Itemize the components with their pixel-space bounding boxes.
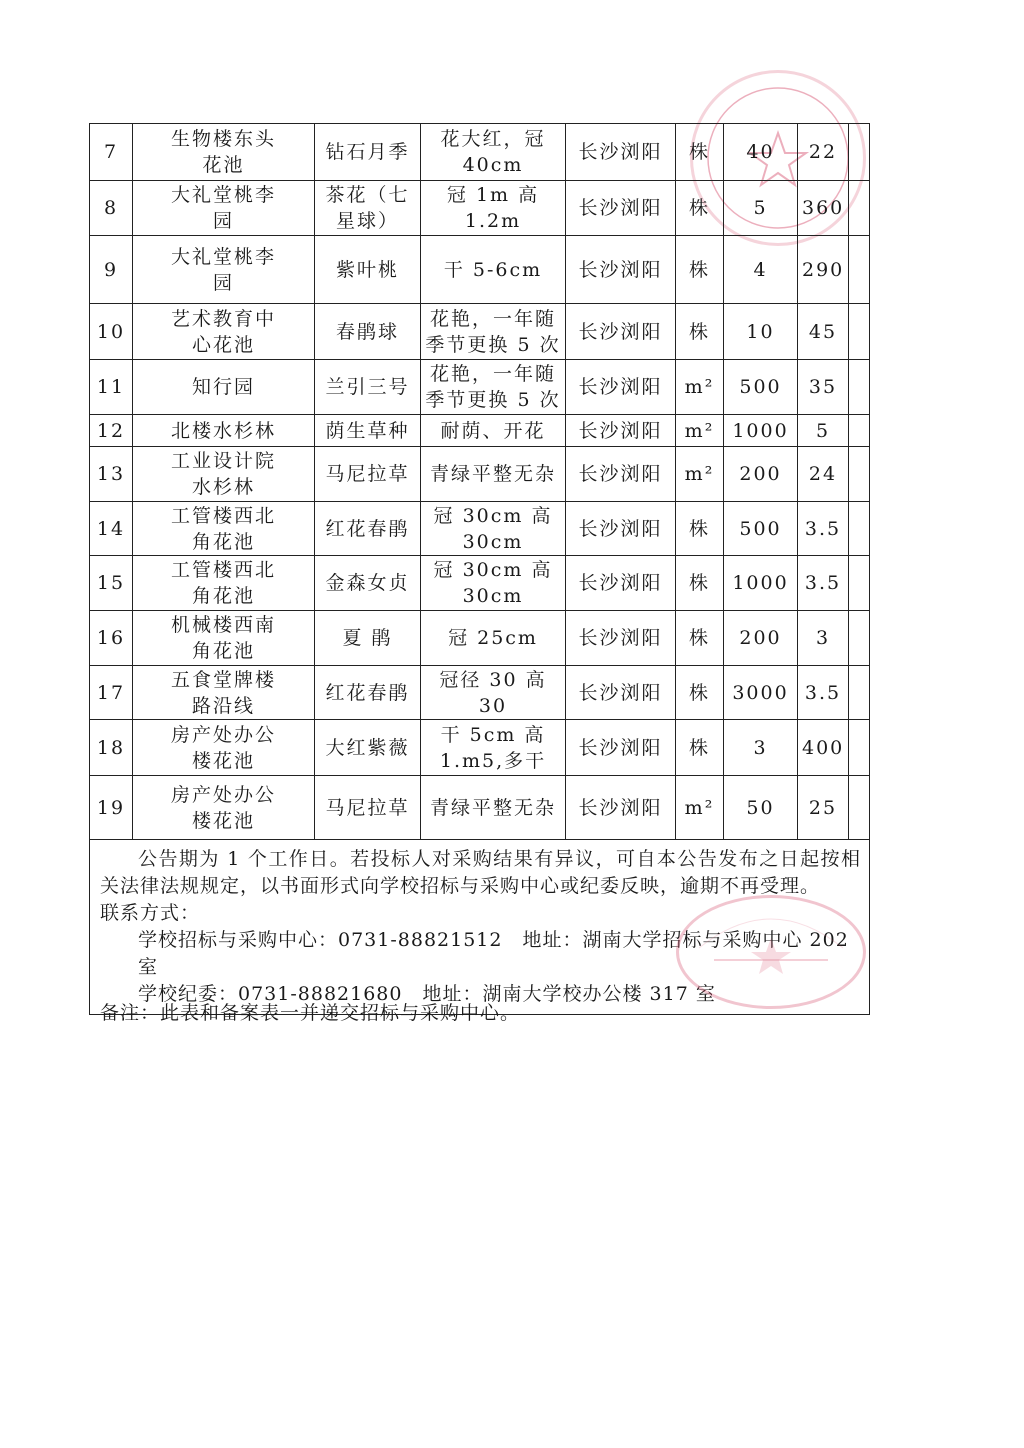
spec-cell [421, 611, 566, 666]
location-cell-line: 楼花池 [191, 749, 255, 772]
location-cell-line: 房产处办公 [170, 723, 276, 746]
spec-cell-line: 30cm [462, 530, 524, 553]
unit-cell: m² [676, 415, 724, 447]
origin-cell: 长沙浏阳 [566, 447, 676, 502]
spec-cell-line: 季节更换 5 次 [425, 333, 561, 356]
location-cell-line: 工业设计院 [170, 450, 276, 472]
origin-cell: 长沙浏阳 [566, 611, 676, 666]
spec-cell [421, 556, 566, 611]
row-number: 8 [90, 181, 133, 236]
unit-cell: m² [676, 447, 724, 502]
plant-name-cell [315, 556, 421, 611]
remark-blank-cell [849, 666, 870, 720]
spec-cell [421, 415, 566, 447]
spec-cell-line: 冠 30cm 高 [433, 504, 553, 527]
location-cell-line: 楼花池 [191, 809, 255, 832]
remark-blank-cell [849, 556, 870, 611]
spec-cell-line: 1.m5,多干 [439, 749, 547, 772]
plant-name-cell [315, 236, 421, 304]
unit-cell: 株 [676, 556, 724, 611]
location-cell-line: 角花池 [191, 640, 255, 662]
quantity-cell: 1000 [724, 415, 798, 447]
spec-cell-line: 30cm [462, 585, 524, 607]
unit-price-cell: 25 [798, 776, 849, 840]
unit-price-cell: 3.5 [798, 556, 849, 611]
contact-discipline-committee: 学校纪委：0731-88821680 地址：湖南大学校办公楼 317 室 [138, 983, 716, 1005]
spec-cell-line: 干 5cm 高 [440, 723, 546, 746]
spec-cell-line: 花艳，一年随 [429, 307, 556, 330]
location-cell [133, 360, 315, 415]
location-cell [133, 304, 315, 360]
location-cell-line: 角花池 [191, 530, 255, 553]
location-cell [133, 720, 315, 776]
spec-cell-line: 季节更换 5 次 [425, 389, 561, 411]
row-number: 15 [90, 556, 133, 611]
contact-heading: 联系方式： [100, 902, 201, 924]
row-number: 14 [90, 502, 133, 556]
spec-cell-line: 花大红，冠 [440, 128, 546, 150]
location-cell-line: 工管楼西北 [170, 504, 276, 527]
plant-procurement-table [89, 123, 870, 1015]
unit-cell: 株 [676, 124, 724, 181]
quantity-cell: 5 [724, 181, 798, 236]
plant-name-cell [315, 447, 421, 502]
plant-name-cell-line: 茶花（七 [325, 184, 410, 206]
plant-name-cell-line: 春鹃球 [335, 320, 399, 343]
plant-name-cell [315, 502, 421, 556]
table-row [90, 181, 870, 236]
row-number: 13 [90, 447, 133, 502]
location-cell-line: 房产处办公 [170, 783, 276, 806]
table-row [90, 556, 870, 611]
origin-cell: 长沙浏阳 [566, 776, 676, 840]
location-cell [133, 236, 315, 304]
row-number: 11 [90, 360, 133, 415]
spec-cell [421, 360, 566, 415]
location-cell-line: 北楼水杉林 [170, 419, 276, 442]
spec-cell [421, 304, 566, 360]
plant-name-cell-line: 红花春鹃 [325, 517, 410, 540]
quantity-cell: 500 [724, 360, 798, 415]
origin-cell: 长沙浏阳 [566, 181, 676, 236]
origin-cell: 长沙浏阳 [566, 415, 676, 447]
unit-cell: m² [676, 360, 724, 415]
spec-cell [421, 447, 566, 502]
remark-blank-cell [849, 502, 870, 556]
spec-cell-line: 耐荫、开花 [440, 419, 546, 442]
unit-price-cell: 24 [798, 447, 849, 502]
location-cell [133, 447, 315, 502]
unit-cell: 株 [676, 181, 724, 236]
location-cell-line: 工管楼西北 [170, 559, 276, 581]
plant-name-cell [315, 666, 421, 720]
remark-blank-cell [849, 304, 870, 360]
unit-cell: 株 [676, 502, 724, 556]
unit-cell: m² [676, 776, 724, 840]
plant-name-cell [315, 304, 421, 360]
remark-note: 备注：此表和备案表一并递交招标与采购中心。 [100, 1002, 521, 1024]
spec-cell-line: 花艳，一年随 [429, 363, 556, 385]
location-cell-line: 大礼堂桃李 [170, 184, 276, 206]
origin-cell: 长沙浏阳 [566, 502, 676, 556]
origin-cell: 长沙浏阳 [566, 124, 676, 181]
location-cell [133, 415, 315, 447]
location-cell-line: 生物楼东头 [170, 128, 276, 150]
row-number: 7 [90, 124, 133, 181]
plant-name-cell [315, 776, 421, 840]
plant-name-cell [315, 360, 421, 415]
location-cell-line: 路沿线 [191, 694, 255, 717]
remark-blank-cell [849, 124, 870, 181]
row-number: 9 [90, 236, 133, 304]
quantity-cell: 40 [724, 124, 798, 181]
notice-paragraph: 公告期为 1 个工作日。若投标人对采购结果有异议，可自本公告发布之日起按相关法律法规规定，以书面形式向学校招标与采购中心或纪委反映，逾期不再受理。 [100, 848, 861, 897]
quantity-cell: 3 [724, 720, 798, 776]
location-cell-line: 艺术教育中 [170, 307, 276, 330]
unit-price-cell: 290 [798, 236, 849, 304]
spec-cell-line: 冠 30cm 高 [433, 559, 553, 581]
unit-price-cell: 360 [798, 181, 849, 236]
spec-cell-line: 冠径 30 高 30 [439, 668, 547, 717]
spec-cell-line: 干 5-6cm [443, 258, 543, 281]
spec-cell [421, 124, 566, 181]
location-cell-line: 角花池 [191, 585, 255, 607]
table-row [90, 720, 870, 776]
unit-price-cell: 35 [798, 360, 849, 415]
unit-price-cell: 22 [798, 124, 849, 181]
unit-cell: 株 [676, 720, 724, 776]
table-row [90, 236, 870, 304]
remark-blank-cell [849, 611, 870, 666]
notice-cell [90, 840, 870, 1015]
spec-cell-line: 40cm [462, 154, 524, 176]
plant-name-cell-line: 夏 鹃 [342, 627, 393, 649]
origin-cell: 长沙浏阳 [566, 720, 676, 776]
table-row [90, 304, 870, 360]
spec-cell [421, 666, 566, 720]
location-cell-line: 花池 [202, 154, 245, 176]
unit-cell: 株 [676, 236, 724, 304]
plant-name-cell [315, 181, 421, 236]
origin-cell: 长沙浏阳 [566, 236, 676, 304]
spec-cell-line: 青绿平整无杂 [429, 463, 556, 485]
quantity-cell: 50 [724, 776, 798, 840]
plant-name-cell [315, 124, 421, 181]
spec-cell [421, 502, 566, 556]
row-number: 17 [90, 666, 133, 720]
location-cell-line: 知行园 [191, 376, 255, 398]
spec-cell [421, 181, 566, 236]
plant-name-cell [315, 720, 421, 776]
plant-name-cell [315, 611, 421, 666]
row-number: 16 [90, 611, 133, 666]
table-row [90, 776, 870, 840]
unit-cell: 株 [676, 611, 724, 666]
table-row [90, 611, 870, 666]
location-cell-line: 水杉林 [191, 476, 255, 498]
quantity-cell: 200 [724, 611, 798, 666]
table-row [90, 447, 870, 502]
unit-price-cell: 400 [798, 720, 849, 776]
plant-name-cell-line: 马尼拉草 [325, 796, 410, 819]
remark-blank-cell [849, 236, 870, 304]
spec-cell-line: 冠 25cm [448, 627, 538, 649]
plant-name-cell-line: 钻石月季 [325, 141, 410, 163]
table-body [90, 124, 870, 840]
spec-cell [421, 720, 566, 776]
row-number: 10 [90, 304, 133, 360]
location-cell-line: 心花池 [191, 333, 255, 356]
unit-price-cell: 45 [798, 304, 849, 360]
origin-cell: 长沙浏阳 [566, 360, 676, 415]
quantity-cell: 1000 [724, 556, 798, 611]
origin-cell: 长沙浏阳 [566, 304, 676, 360]
plant-name-cell-line: 大红紫薇 [325, 736, 410, 759]
plant-name-cell-line: 金森女贞 [325, 572, 410, 594]
location-cell-line: 园 [212, 210, 234, 232]
plant-name-cell-line: 荫生草种 [325, 419, 410, 442]
unit-price-cell: 3.5 [798, 666, 849, 720]
remark-blank-cell [849, 415, 870, 447]
plant-name-cell-line: 红花春鹃 [325, 681, 410, 704]
unit-cell: 株 [676, 304, 724, 360]
remark-blank-cell [849, 360, 870, 415]
plant-name-cell [315, 415, 421, 447]
location-cell-line: 园 [212, 271, 234, 294]
location-cell [133, 556, 315, 611]
remark-blank-cell [849, 720, 870, 776]
origin-cell: 长沙浏阳 [566, 666, 676, 720]
remark-blank-cell [849, 447, 870, 502]
table-row [90, 360, 870, 415]
plant-name-cell-line: 马尼拉草 [325, 463, 410, 485]
location-cell [133, 611, 315, 666]
plant-name-cell-line: 星球） [335, 210, 399, 232]
unit-cell: 株 [676, 666, 724, 720]
spec-cell [421, 776, 566, 840]
unit-price-cell: 3.5 [798, 502, 849, 556]
table-row [90, 666, 870, 720]
location-cell [133, 776, 315, 840]
plant-name-cell-line: 兰引三号 [325, 376, 410, 398]
table-row [90, 415, 870, 447]
plant-name-cell-line: 紫叶桃 [335, 258, 399, 281]
unit-price-cell: 5 [798, 415, 849, 447]
quantity-cell: 4 [724, 236, 798, 304]
remark-blank-cell [849, 776, 870, 840]
quantity-cell: 3000 [724, 666, 798, 720]
location-cell-line: 五食堂牌楼 [170, 668, 276, 691]
location-cell [133, 502, 315, 556]
quantity-cell: 200 [724, 447, 798, 502]
notice-row [90, 840, 870, 1015]
spec-cell-line: 冠 1m 高 1.2m [446, 184, 540, 232]
quantity-cell: 10 [724, 304, 798, 360]
origin-cell: 长沙浏阳 [566, 556, 676, 611]
row-number: 12 [90, 415, 133, 447]
contact-procurement-center: 学校招标与采购中心：0731-88821512 地址：湖南大学招标与采购中心 202 室 [138, 929, 849, 978]
remark-blank-cell [849, 181, 870, 236]
location-cell-line: 机械楼西南 [170, 614, 276, 636]
spec-cell-line: 青绿平整无杂 [429, 796, 556, 819]
table-row [90, 502, 870, 556]
location-cell [133, 124, 315, 181]
row-number: 18 [90, 720, 133, 776]
quantity-cell: 500 [724, 502, 798, 556]
location-cell [133, 666, 315, 720]
table-row [90, 124, 870, 181]
spec-cell [421, 236, 566, 304]
unit-price-cell: 3 [798, 611, 849, 666]
row-number: 19 [90, 776, 133, 840]
location-cell-line: 大礼堂桃李 [170, 245, 276, 268]
location-cell [133, 181, 315, 236]
